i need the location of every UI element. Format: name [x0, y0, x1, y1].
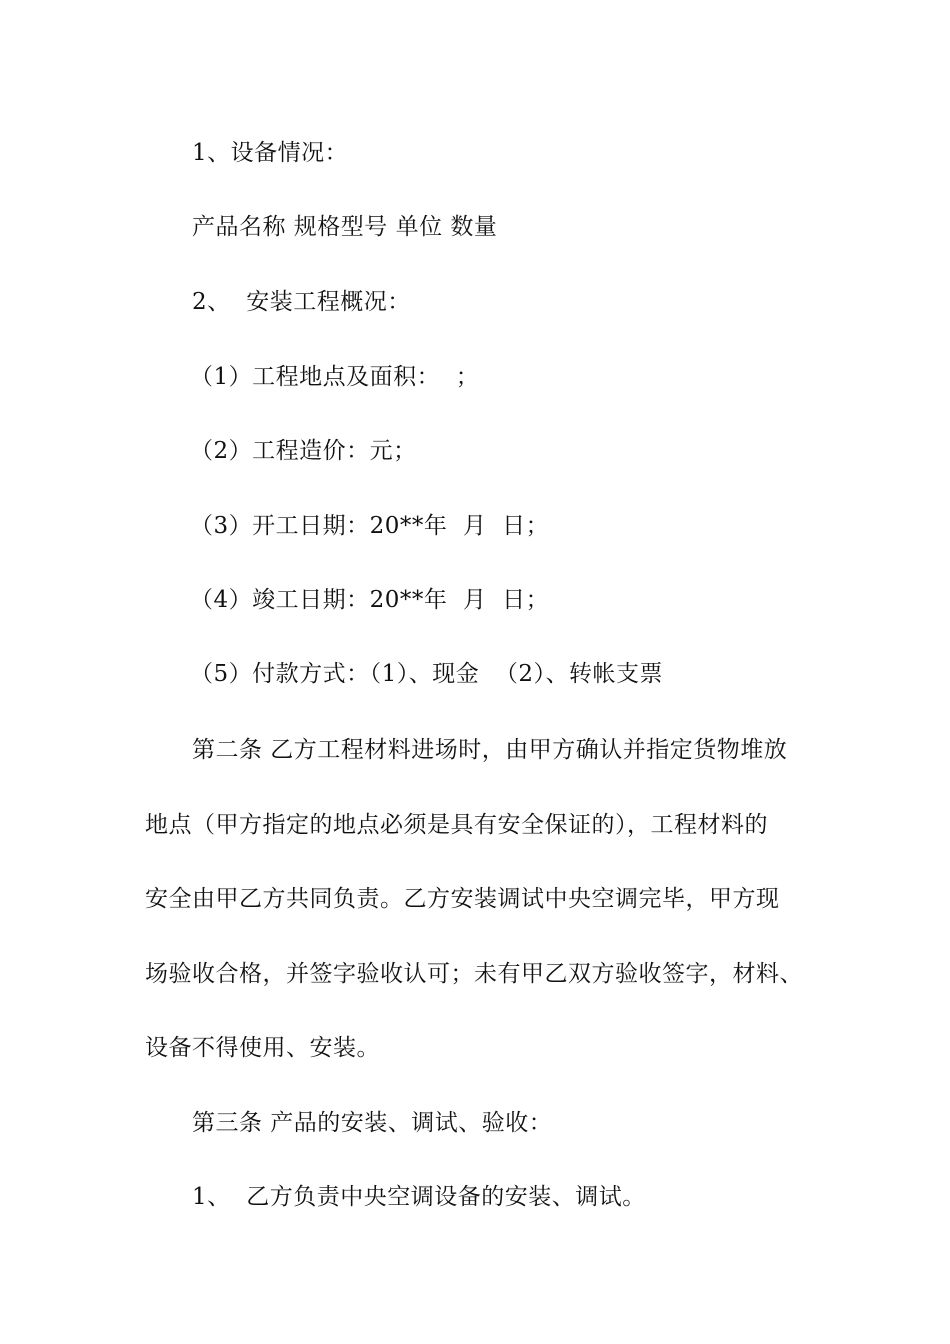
item-equipment-status: 1、设备情况：	[192, 140, 349, 166]
item-installation-overview: 2、 安装工程概况：	[192, 289, 411, 315]
article-three-item-1: 1、 乙方负责中央空调设备的安装、调试。	[192, 1184, 646, 1210]
item-project-cost: （2）工程造价：元；	[190, 438, 417, 464]
equipment-table-header: 产品名称 规格型号 单位 数量	[192, 214, 498, 240]
article-two-line-1: 第二条 乙方工程材料进场时，由甲方确认并指定货物堆放	[192, 737, 788, 763]
article-two-line-4: 场验收合格，并签字验收认可；未有甲乙双方验收签字，材料、	[145, 961, 803, 987]
item-payment-method: （5）付款方式：（1）、现金 （2）、转帐支票	[190, 661, 664, 687]
item-start-date: （3）开工日期：20**年 月 日；	[190, 513, 550, 539]
item-site-area: （1）工程地点及面积： ；	[190, 364, 480, 390]
article-two-line-5: 设备不得使用、安装。	[145, 1035, 380, 1061]
article-two-line-2: 地点（甲方指定的地点必须是具有安全保证的），工程材料的	[145, 812, 768, 838]
article-three-heading: 第三条 产品的安装、调试、验收：	[192, 1110, 553, 1136]
item-completion-date: （4）竣工日期：20**年 月 日；	[190, 587, 550, 613]
article-two-line-3: 安全由甲乙方共同负责。乙方安装调试中央空调完毕，甲方现	[145, 886, 780, 912]
